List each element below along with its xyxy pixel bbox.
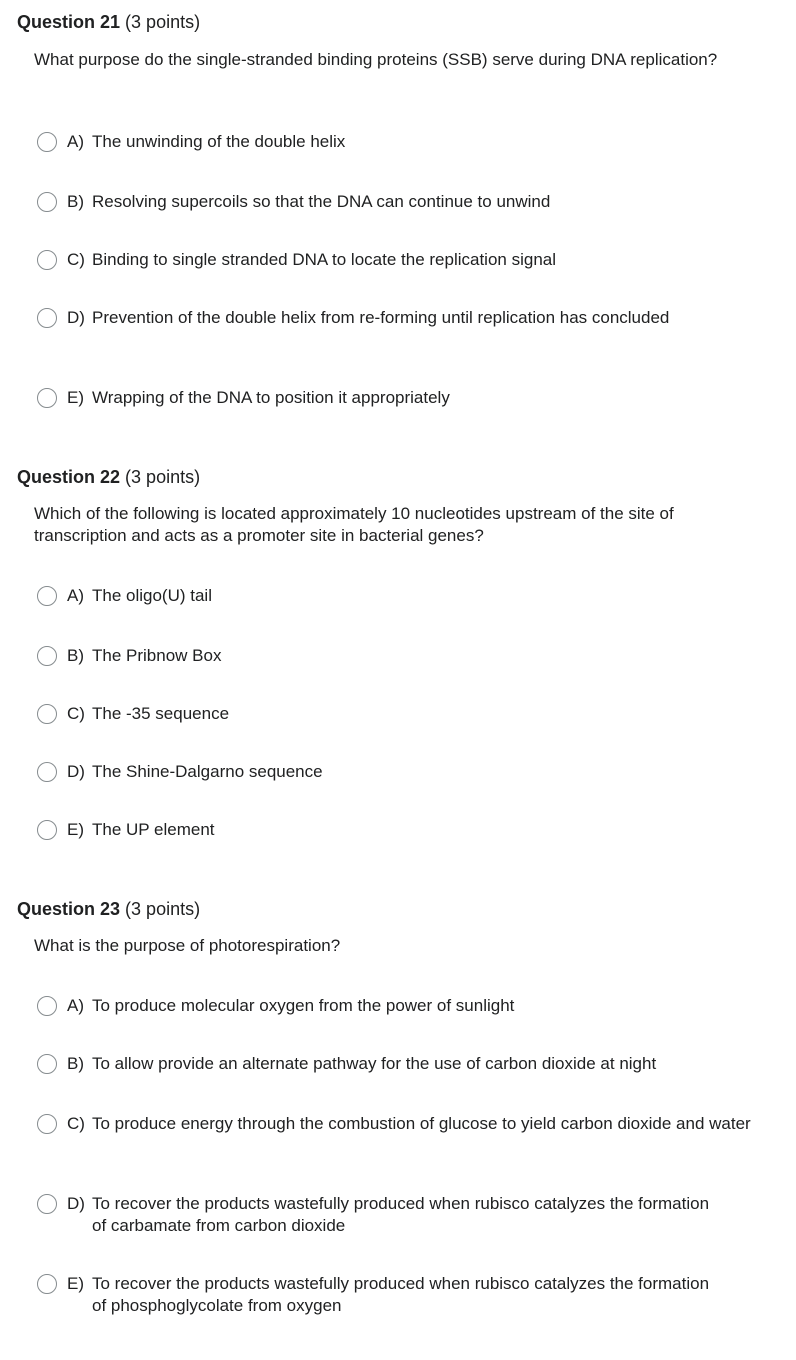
option-letter: A) xyxy=(67,586,84,605)
option-text: The Shine-Dalgarno sequence xyxy=(92,762,323,781)
option-letter: B) xyxy=(67,646,84,665)
option-text: Binding to single stranded DNA to locate the replication signal xyxy=(92,250,557,269)
question-prompt: What purpose do the single-stranded binding proteins (SSB) serve during DNA replication? xyxy=(34,50,718,69)
question-title xyxy=(17,898,200,920)
option-letter: E) xyxy=(67,388,84,407)
option-text: The oligo(U) tail xyxy=(92,586,212,605)
option-letter: C) xyxy=(67,1114,85,1133)
radio-button[interactable] xyxy=(37,1054,57,1074)
question-title xyxy=(17,11,200,33)
answer-option[interactable] xyxy=(37,819,777,841)
question-points: (3 points) xyxy=(125,899,201,919)
option-letter: C) xyxy=(67,250,85,269)
radio-button[interactable] xyxy=(37,308,57,328)
answer-option[interactable] xyxy=(37,1193,777,1237)
radio-button[interactable] xyxy=(37,388,57,408)
option-text: To produce energy through the combustion of glucose to yield carbon dioxide and water xyxy=(92,1114,751,1133)
option-text: The -35 sequence xyxy=(92,704,230,723)
answer-option[interactable] xyxy=(37,585,777,607)
option-text: The Pribnow Box xyxy=(92,646,222,665)
question-label: Question 21 xyxy=(17,12,121,32)
option-text: Resolving supercoils so that the DNA can continue to unwind xyxy=(92,192,551,211)
answer-option[interactable] xyxy=(37,249,777,271)
radio-button[interactable] xyxy=(37,132,57,152)
radio-button[interactable] xyxy=(37,1194,57,1214)
option-text: The UP element xyxy=(92,820,215,839)
option-letter: B) xyxy=(67,192,84,211)
option-letter: A) xyxy=(67,132,84,151)
answer-option[interactable] xyxy=(37,307,777,329)
option-text: To produce molecular oxygen from the power of sunlight xyxy=(92,996,515,1015)
question-prompt: What is the purpose of photorespiration? xyxy=(34,936,341,955)
answer-option[interactable] xyxy=(37,387,777,409)
radio-button[interactable] xyxy=(37,586,57,606)
question-points: (3 points) xyxy=(125,467,201,487)
option-letter: D) xyxy=(67,308,85,327)
option-text: Wrapping of the DNA to position it appropriately xyxy=(92,388,450,407)
radio-button[interactable] xyxy=(37,1114,57,1134)
radio-button[interactable] xyxy=(37,704,57,724)
radio-button[interactable] xyxy=(37,646,57,666)
option-letter: E) xyxy=(67,1274,84,1293)
option-text: Prevention of the double helix from re-forming until replication has concluded xyxy=(92,308,670,327)
question-prompt: Which of the following is located approximately 10 nucleotides upstream of the site of transcription and acts as a promoter site in bacterial genes? xyxy=(34,504,674,545)
option-letter: C) xyxy=(67,704,85,723)
question-title xyxy=(17,466,200,488)
answer-option[interactable] xyxy=(37,761,777,783)
radio-button[interactable] xyxy=(37,762,57,782)
answer-option[interactable] xyxy=(37,995,777,1017)
answer-option[interactable] xyxy=(37,703,777,725)
option-text: The unwinding of the double helix xyxy=(92,132,346,151)
answer-option[interactable] xyxy=(37,1053,777,1075)
answer-option[interactable] xyxy=(37,131,777,153)
radio-button[interactable] xyxy=(37,996,57,1016)
option-letter: E) xyxy=(67,820,84,839)
answer-option[interactable] xyxy=(37,191,777,213)
option-text: To recover the products wastefully produced when rubisco catalyzes the formation of carbamate from carbon dioxide xyxy=(92,1194,710,1235)
option-text: To allow provide an alternate pathway for the use of carbon dioxide at night xyxy=(92,1054,657,1073)
radio-button[interactable] xyxy=(37,192,57,212)
answer-option[interactable] xyxy=(37,1273,777,1317)
option-letter: D) xyxy=(67,762,85,781)
answer-option[interactable] xyxy=(37,1113,777,1135)
option-letter: A) xyxy=(67,996,84,1015)
question-points: (3 points) xyxy=(125,12,201,32)
answer-option[interactable] xyxy=(37,645,777,667)
option-letter: B) xyxy=(67,1054,84,1073)
radio-button[interactable] xyxy=(37,1274,57,1294)
radio-button[interactable] xyxy=(37,250,57,270)
option-text: To recover the products wastefully produced when rubisco catalyzes the formation of phosphoglycolate from oxygen xyxy=(92,1274,710,1315)
question-label: Question 23 xyxy=(17,899,121,919)
option-letter: D) xyxy=(67,1194,85,1213)
radio-button[interactable] xyxy=(37,820,57,840)
question-label: Question 22 xyxy=(17,467,121,487)
